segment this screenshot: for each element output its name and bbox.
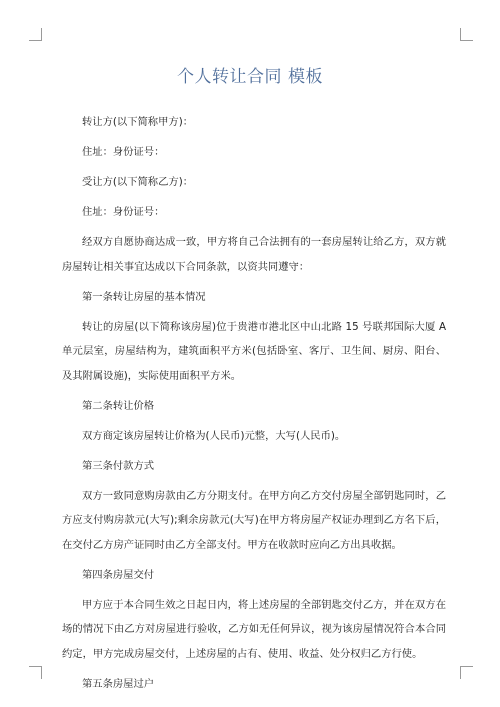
party-b-address: 住址：身份证号： (82, 206, 165, 218)
document-title: 个人转让合同 模板 (177, 67, 323, 87)
crop-mark-bottom-left (29, 666, 42, 679)
preamble-paragraph: 经双方自愿协商达成一致，甲方将自己合法拥有的一套房屋转让给乙方，双方就房屋转让相关事宜达成以下合同条款，以资共同遵守： (62, 236, 446, 273)
article-2-heading: 第二条转让价格 (82, 399, 155, 412)
crop-mark-top-right (460, 28, 473, 41)
article-2-body: 双方商定该房屋转让价格为(人民币)元整，大写(人民币)。 (82, 429, 346, 442)
article-4-heading: 第四条房屋交付 (82, 568, 155, 581)
party-b-label: 受让方(以下简称乙方)： (82, 176, 194, 188)
crop-mark-top-left (29, 28, 42, 41)
party-a-address: 住址：身份证号： (82, 146, 165, 158)
article-5-heading: 第五条房屋过户 (82, 677, 155, 690)
party-a-label: 转让方(以下简称甲方)： (82, 116, 194, 128)
article-1-body: 转让的房屋(以下简称该房屋)位于贵港市港北区中山北路 15 号联邦国际大厦 A 单元层室，房屋结构为，建筑面积平方米(包括卧室、客厅、卫生间、厨房、阳台、及其附属设施)，实际使用面积平方米。 (62, 320, 446, 382)
article-3-heading: 第三条付款方式 (82, 459, 155, 472)
article-3-body: 双方一致同意购房款由乙方分期支付。在甲方向乙方交付房屋全部钥匙同时，乙方应支付购房款元(大写);剩余房款元(大写)在甲方将房屋产权证办理到乙方名下后，在交付乙方房产证同时由乙方全部支付。甲方在收款时应向乙方出具收据。 (62, 489, 446, 551)
document-body (62, 110, 446, 702)
article-4-body: 甲方应于本合同生效之日起日内，将上述房屋的全部钥匙交付乙方，并在双方在场的情况下由乙方对房屋进行验收，乙方如无任何异议，视为该房屋情况符合本合同约定，甲方完成房屋交付，上述房屋的占有、使用、收益、处分权归乙方行使。 (62, 598, 446, 660)
crop-mark-bottom-right (460, 666, 473, 679)
article-1-heading: 第一条转让房屋的基本情况 (82, 290, 206, 303)
